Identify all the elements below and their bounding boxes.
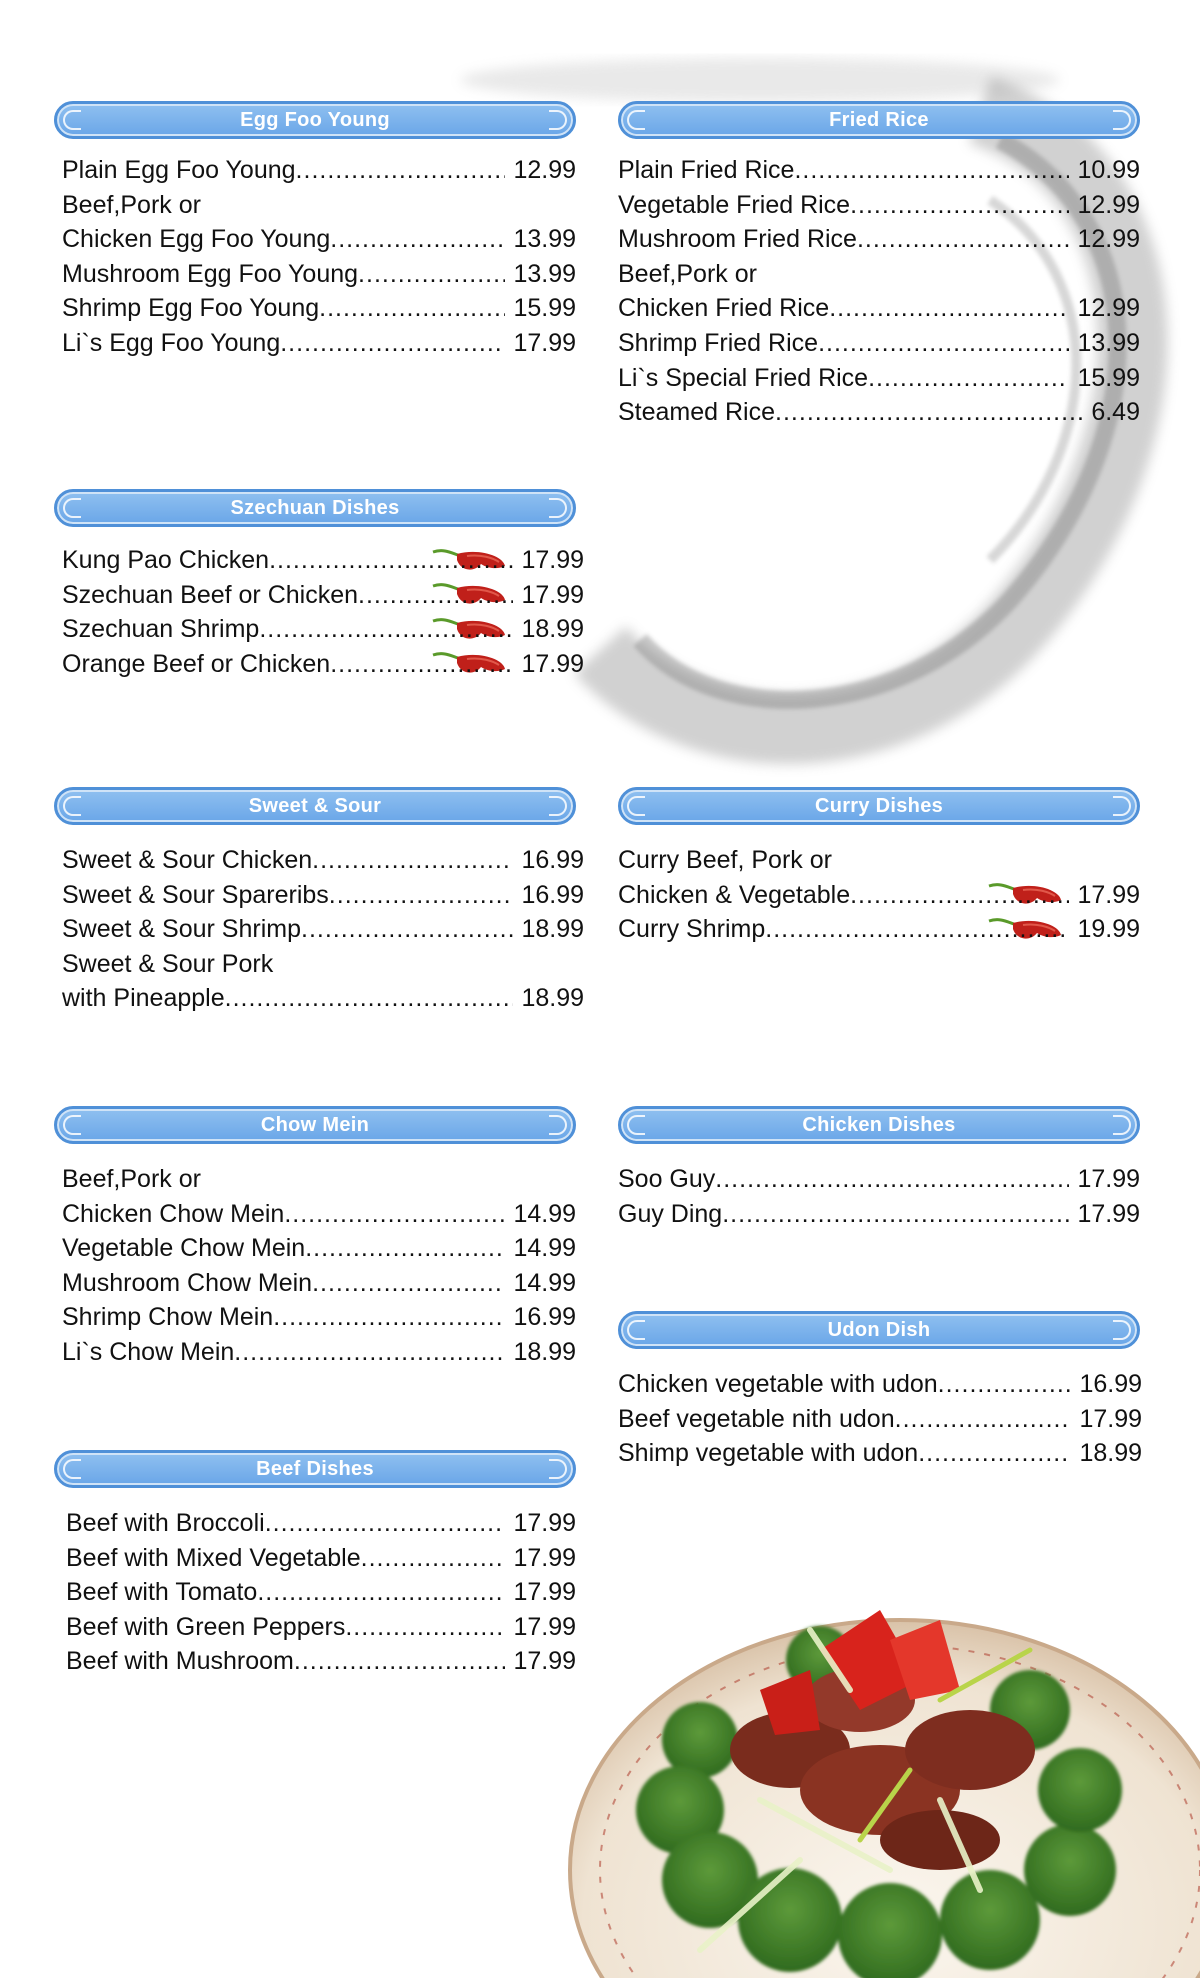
- item-price: 18.99: [513, 1337, 576, 1366]
- menu-item: [62, 1266, 576, 1301]
- item-name: Mushroom Egg Foo Young: [62, 259, 359, 288]
- dot-leader: [296, 153, 506, 188]
- dot-leader: [301, 912, 513, 947]
- dot-leader: [775, 395, 1083, 430]
- dot-leader: [294, 1644, 506, 1679]
- menu-item: [618, 1402, 1142, 1437]
- section-title: Chow Mein: [54, 1106, 576, 1144]
- item-price: 15.99: [1077, 363, 1140, 392]
- item-price: 17.99: [1077, 1199, 1140, 1228]
- section-chicken-dishes: [618, 1106, 1140, 1231]
- dot-leader: [265, 1506, 506, 1541]
- item-price: 18.99: [521, 915, 584, 944]
- item-price: 16.99: [521, 880, 584, 909]
- dot-leader: [857, 222, 1069, 257]
- item-price: 13.99: [513, 225, 576, 254]
- menu-item: [618, 843, 1140, 878]
- item-price: 12.99: [1077, 294, 1140, 323]
- item-price: 12.99: [1077, 190, 1140, 219]
- dot-leader: [269, 543, 513, 578]
- item-name: Plain Egg Foo Young: [62, 156, 296, 184]
- dot-leader: [225, 981, 514, 1016]
- dot-leader: [345, 1610, 505, 1645]
- item-list: [54, 153, 576, 361]
- dot-leader: [329, 878, 514, 913]
- menu-item: [62, 843, 584, 878]
- menu-item: [618, 291, 1140, 326]
- item-name: Sweet & Sour Pork: [62, 949, 274, 978]
- item-price: 18.99: [521, 615, 584, 644]
- item-name: Curry Beef, Pork or: [618, 846, 832, 874]
- section-fried-rice: [618, 101, 1140, 430]
- item-price: 17.99: [513, 1578, 576, 1607]
- item-name: Mushroom Fried Rice: [618, 225, 857, 254]
- item-name: Orange Beef or Chicken: [62, 649, 331, 678]
- dot-leader: [358, 578, 513, 613]
- item-price: 18.99: [521, 984, 584, 1013]
- dot-leader: [312, 1266, 505, 1301]
- dot-leader: [918, 1436, 1071, 1471]
- item-name: Chicken & Vegetable: [618, 880, 851, 909]
- item-name: Chicken vegetable with udon: [618, 1370, 938, 1398]
- menu-item: [62, 1335, 576, 1370]
- menu-item: [618, 878, 1140, 913]
- chili-pepper-icon: [427, 615, 509, 643]
- section-sweet-sour: [54, 787, 584, 1016]
- item-list: [54, 543, 584, 681]
- item-name: Shrimp Fried Rice: [618, 328, 819, 357]
- item-name: Beef,Pork or: [618, 259, 757, 288]
- item-name: Beef with Mixed Vegetable: [66, 1543, 361, 1572]
- dot-leader: [818, 326, 1069, 361]
- dot-leader: [273, 1300, 505, 1335]
- section-title: Fried Rice: [618, 101, 1140, 139]
- item-price: 18.99: [1079, 1439, 1142, 1468]
- menu-item: [62, 291, 576, 326]
- dot-leader: [361, 1541, 506, 1576]
- item-name: Plain Fried Rice: [618, 156, 795, 184]
- dot-leader: [829, 291, 1069, 326]
- menu-item: [66, 1506, 576, 1541]
- item-name: Beef,Pork or: [62, 190, 201, 219]
- dot-leader: [938, 1367, 1072, 1402]
- menu-item: [62, 578, 584, 613]
- dot-leader: [330, 222, 505, 257]
- menu-item: [62, 912, 584, 947]
- menu-item: [62, 1231, 576, 1266]
- menu-item: [618, 222, 1140, 257]
- item-price: 17.99: [1077, 1165, 1140, 1193]
- dot-leader: [257, 1575, 505, 1610]
- dot-leader: [895, 1402, 1072, 1437]
- dot-leader: [280, 326, 505, 361]
- item-name: Shrimp Chow Mein: [62, 1303, 274, 1332]
- menu-item: [62, 222, 576, 257]
- item-price: 17.99: [1079, 1404, 1142, 1433]
- item-name: Sweet & Sour Spareribs: [62, 880, 329, 909]
- item-list: [618, 1162, 1140, 1231]
- section-udon-dish: [618, 1311, 1140, 1471]
- item-price: 16.99: [521, 846, 584, 874]
- section-title: Chicken Dishes: [618, 1106, 1140, 1144]
- menu-item: [62, 981, 584, 1016]
- item-name: Beef vegetable nith udon: [618, 1404, 895, 1433]
- item-price: 15.99: [513, 294, 576, 323]
- chili-pepper-icon: [427, 580, 509, 608]
- chili-pepper-icon: [427, 649, 509, 677]
- menu-item: [66, 1541, 576, 1576]
- item-name: Beef with Broccoli: [66, 1509, 265, 1537]
- menu-item: [62, 326, 576, 361]
- menu-item: [618, 1436, 1142, 1471]
- section-beef-dishes: [54, 1450, 576, 1679]
- dot-leader: [850, 878, 1069, 913]
- item-name: Szechuan Shrimp: [62, 615, 260, 644]
- item-name: Shimp vegetable with udon: [618, 1439, 919, 1468]
- item-list: [618, 843, 1140, 947]
- item-price: 6.49: [1091, 398, 1140, 427]
- chili-pepper-icon: [427, 546, 509, 574]
- item-price: 17.99: [513, 328, 576, 357]
- item-name: Beef with Green Peppers: [66, 1612, 346, 1641]
- section-szechuan-dishes: [54, 489, 584, 681]
- section-title: Szechuan Dishes: [54, 489, 576, 527]
- item-name: Li`s Egg Foo Young: [62, 328, 281, 357]
- item-price: 16.99: [1079, 1370, 1142, 1398]
- menu-item: [618, 1367, 1142, 1402]
- item-price: 14.99: [513, 1234, 576, 1263]
- menu-item: [66, 1644, 576, 1679]
- dot-leader: [234, 1335, 505, 1370]
- item-name: Sweet & Sour Chicken: [62, 846, 313, 874]
- item-price: 12.99: [513, 156, 576, 184]
- menu-item: [62, 1162, 576, 1197]
- item-price: 17.99: [513, 1509, 576, 1537]
- item-list: [54, 843, 584, 1016]
- menu-item: [62, 153, 576, 188]
- menu-item: [62, 543, 584, 578]
- menu-item: [62, 612, 584, 647]
- menu-item: [62, 647, 584, 682]
- item-price: 16.99: [513, 1303, 576, 1332]
- item-name: Curry Shrimp: [618, 915, 766, 944]
- item-name: Vegetable Chow Mein: [62, 1234, 306, 1263]
- dot-leader: [722, 1197, 1069, 1232]
- menu-item: [62, 1300, 576, 1335]
- item-price: 19.99: [1077, 915, 1140, 944]
- item-list: [54, 1162, 576, 1370]
- dot-leader: [868, 361, 1069, 396]
- item-name: Beef with Tomato: [66, 1578, 258, 1607]
- item-price: 17.99: [521, 546, 584, 574]
- menu-item: [62, 1197, 576, 1232]
- item-price: 14.99: [513, 1199, 576, 1228]
- item-name: Li`s Special Fried Rice: [618, 363, 869, 392]
- menu-item: [618, 1162, 1140, 1197]
- item-price: 10.99: [1077, 156, 1140, 184]
- item-name: Chicken Fried Rice: [618, 294, 830, 323]
- menu-item: [66, 1610, 576, 1645]
- menu-item: [618, 326, 1140, 361]
- menu-item: [618, 188, 1140, 223]
- item-name: Guy Ding: [618, 1199, 723, 1228]
- chili-pepper-icon: [983, 915, 1065, 943]
- section-title: Egg Foo Young: [54, 101, 576, 139]
- item-price: 17.99: [521, 649, 584, 678]
- dot-leader: [358, 257, 505, 292]
- item-price: 17.99: [521, 580, 584, 609]
- item-price: 17.99: [513, 1612, 576, 1641]
- item-name: Li`s Chow Mein: [62, 1337, 235, 1366]
- item-name: Kung Pao Chicken: [62, 546, 270, 574]
- item-name: Vegetable Fried Rice: [618, 190, 851, 219]
- item-name: Mushroom Chow Mein: [62, 1268, 313, 1297]
- item-name: Beef with Mushroom: [66, 1647, 294, 1676]
- section-title: Udon Dish: [618, 1311, 1140, 1349]
- item-price: 17.99: [1077, 880, 1140, 909]
- item-price: 17.99: [513, 1647, 576, 1676]
- menu-item: [66, 1575, 576, 1610]
- item-name: Chicken Chow Mein: [62, 1199, 285, 1228]
- section-title: Sweet & Sour: [54, 787, 576, 825]
- dot-leader: [284, 1197, 505, 1232]
- item-name: Steamed Rice: [618, 398, 776, 427]
- section-egg-foo-young: [54, 101, 576, 361]
- item-name: with Pineapple: [62, 984, 225, 1013]
- beef-broccoli-plate-image: [560, 1540, 1200, 1978]
- dot-leader: [765, 912, 1069, 947]
- section-title: Curry Dishes: [618, 787, 1140, 825]
- dot-leader: [312, 843, 513, 878]
- item-name: Beef,Pork or: [62, 1165, 201, 1193]
- menu-item: [62, 257, 576, 292]
- section-chow-mein: [54, 1106, 576, 1370]
- menu-item: [618, 395, 1140, 430]
- item-price: 13.99: [1077, 328, 1140, 357]
- menu-item: [62, 188, 576, 223]
- item-list: [618, 153, 1140, 430]
- section-curry-dishes: [618, 787, 1140, 947]
- dot-leader: [319, 291, 505, 326]
- item-price: 14.99: [513, 1268, 576, 1297]
- menu-item: [618, 361, 1140, 396]
- dot-leader: [305, 1231, 505, 1266]
- menu-item: [618, 1197, 1140, 1232]
- item-price: 17.99: [513, 1543, 576, 1572]
- item-price: 13.99: [513, 259, 576, 288]
- item-name: Szechuan Beef or Chicken: [62, 580, 359, 609]
- menu-item: [62, 947, 584, 982]
- item-name: Sweet & Sour Shrimp: [62, 915, 301, 944]
- menu-item: [618, 257, 1140, 292]
- item-name: Chicken Egg Foo Young: [62, 225, 331, 254]
- item-price: 12.99: [1077, 225, 1140, 254]
- chili-pepper-icon: [983, 880, 1065, 908]
- item-list: [54, 1506, 576, 1679]
- item-list: [618, 1367, 1142, 1471]
- dot-leader: [715, 1162, 1069, 1197]
- item-name: Soo Guy: [618, 1165, 716, 1193]
- menu-item: [62, 878, 584, 913]
- dot-leader: [259, 612, 513, 647]
- menu-item: [618, 912, 1140, 947]
- dot-leader: [850, 188, 1069, 223]
- section-title: Beef Dishes: [54, 1450, 576, 1488]
- dot-leader: [330, 647, 513, 682]
- item-name: Shrimp Egg Foo Young: [62, 294, 320, 323]
- menu-item: [618, 153, 1140, 188]
- dot-leader: [794, 153, 1069, 188]
